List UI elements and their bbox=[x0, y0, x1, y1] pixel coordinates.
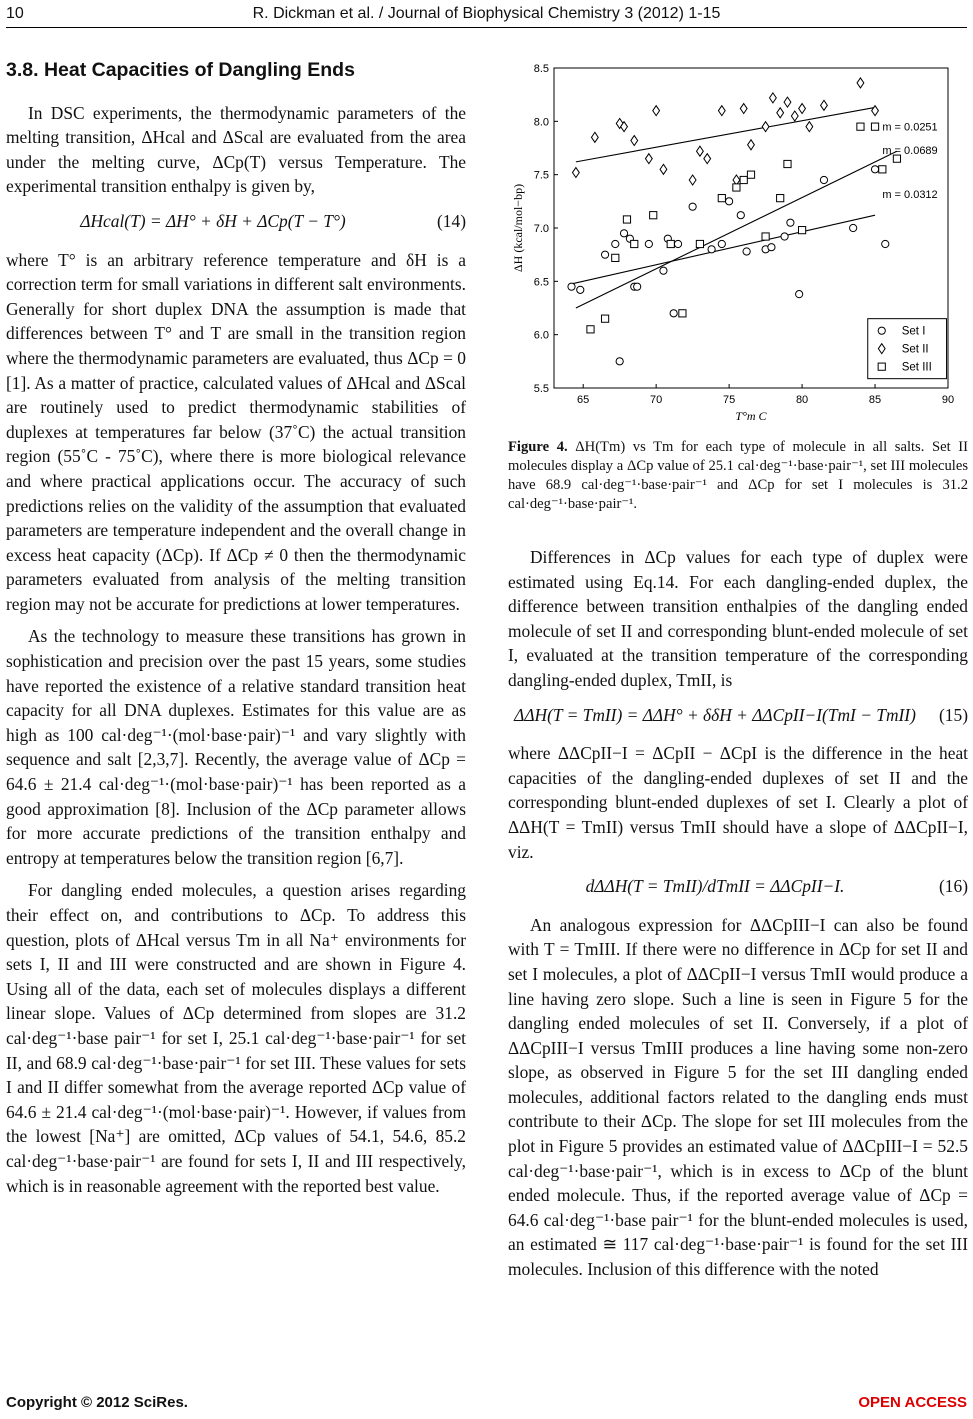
data-point bbox=[820, 176, 827, 183]
data-point bbox=[689, 175, 696, 185]
data-point bbox=[568, 283, 575, 290]
paragraph: where ΔΔCpII−I = ΔCpII − ΔCpI is the difference in the heat capacities of the dangling-ended duplexes of set II and the corresponding blunt-ended duplexes of set I. Clearly a plot of ΔΔH(T = TmII) versus TmII should have a slope of ΔΔCpII−I, viz. bbox=[508, 743, 968, 862]
paragraph: For dangling ended molecules, a question arises regarding their effect on, and contributions to ΔCp. To address this question, plots of ΔHcal versus Tm in all Na⁺ environments for sets I, II and III were constructed and are shown in Figure 4. Using all of the data, each set of molecules displays a different linear slope. Values of ΔCp determined from slopes are 31.2 cal·deg⁻¹·base pair⁻¹ for set I, 25.1 cal·deg⁻¹·base·pair⁻¹ for set II, and 68.9 cal·deg⁻¹·base·pair⁻¹ for set III. These values for sets I and II differ somewhat from the average reported ΔCp value of 64.6 ± 21.4 cal·deg⁻¹·(mol·base·pair)⁻¹. However, if values from the lowest [Na⁺] are omitted, ΔCp values of 54.1, 54.6, 85.2 cal·deg⁻¹·base·pair⁻¹ are found for sets I, II and III respectively, which is in reasonable agreement with the reported best value. bbox=[6, 880, 466, 1196]
equation-14 bbox=[6, 209, 466, 234]
data-point bbox=[612, 240, 619, 247]
y-tick-label: 5.5 bbox=[533, 383, 549, 395]
x-tick-label: 90 bbox=[941, 394, 955, 406]
y-axis-label: ΔH (kcal/mol−bp) bbox=[511, 183, 525, 273]
data-point bbox=[879, 166, 886, 173]
data-point bbox=[587, 326, 594, 333]
data-point bbox=[806, 122, 813, 132]
slope-annotation: m = 0.0312 bbox=[882, 188, 938, 201]
data-point bbox=[667, 240, 674, 247]
copyright: Copyright © 2012 SciRes. bbox=[6, 1394, 188, 1411]
slope-annotation: m = 0.0251 bbox=[882, 121, 938, 134]
data-point bbox=[612, 254, 619, 261]
data-point bbox=[850, 224, 857, 231]
x-axis-label: T°m C bbox=[735, 409, 767, 423]
data-point bbox=[777, 108, 784, 118]
equation-body: dΔΔH(T = TmII)/dTmII = ΔΔCpII−I. bbox=[585, 876, 845, 897]
data-point bbox=[726, 198, 733, 205]
data-point bbox=[747, 171, 754, 178]
data-point bbox=[679, 310, 686, 317]
scatter-chart bbox=[508, 56, 968, 436]
legend-label: Set II bbox=[901, 343, 929, 356]
data-point bbox=[718, 195, 725, 202]
section-title: 3.8. Heat Capacities of Dangling Ends bbox=[6, 59, 355, 81]
data-point bbox=[696, 240, 703, 247]
data-point bbox=[796, 291, 803, 298]
slope-annotation: m = 0.0689 bbox=[882, 145, 938, 158]
data-point bbox=[872, 106, 879, 116]
data-point bbox=[601, 251, 608, 258]
data-point bbox=[634, 283, 641, 290]
equation-number: (16) bbox=[939, 876, 968, 897]
fit-line bbox=[569, 215, 875, 284]
data-point bbox=[737, 212, 744, 219]
data-point bbox=[670, 310, 677, 317]
data-point bbox=[798, 227, 805, 234]
data-point bbox=[857, 78, 864, 88]
caption-label: Figure 4. bbox=[508, 439, 568, 455]
legend-label: Set I bbox=[901, 325, 926, 338]
legend-marker bbox=[878, 363, 885, 370]
data-point bbox=[620, 230, 627, 237]
page-header bbox=[0, 0, 973, 28]
equation-number: (15) bbox=[939, 704, 968, 725]
data-point bbox=[718, 106, 725, 116]
data-point bbox=[645, 240, 652, 247]
data-point bbox=[697, 146, 704, 156]
data-point bbox=[740, 176, 747, 183]
data-point bbox=[740, 104, 747, 114]
fit-line bbox=[576, 107, 875, 161]
equation-15 bbox=[508, 703, 968, 728]
paragraph: Differences in ΔCp values for each type of duplex were estimated using Eq.14. For each dangling-ended duplex, the difference between transition enthalpies of the dangling ended molecule of set II and corresponding blunt-ended molecule of set I, evaluated at the transition temperature of the corresponding dangling-ended duplex, TmII, is bbox=[508, 547, 968, 690]
data-point bbox=[768, 244, 775, 251]
data-point bbox=[762, 233, 769, 240]
data-point bbox=[871, 166, 878, 173]
equation-16 bbox=[508, 874, 968, 899]
open-access-label: OPEN ACCESS bbox=[858, 1394, 967, 1411]
data-point bbox=[718, 240, 725, 247]
y-tick-label: 6.5 bbox=[533, 276, 549, 289]
y-tick-label: 8.0 bbox=[533, 116, 549, 129]
data-point bbox=[591, 132, 598, 142]
data-point bbox=[769, 93, 776, 103]
data-point bbox=[821, 100, 828, 110]
data-point bbox=[674, 240, 681, 247]
data-point bbox=[645, 154, 652, 164]
legend-label: Set III bbox=[901, 361, 932, 374]
paragraph: In DSC experiments, the thermodynamic parameters of the melting transition, ΔHcal and ΔScal are evaluated from the area under the melting curve, ΔCp(T) versus Temperature. The experimental transition enthalpy is given by, bbox=[6, 102, 466, 197]
data-point bbox=[616, 358, 623, 365]
data-point bbox=[882, 240, 889, 247]
legend-marker bbox=[878, 327, 885, 334]
equation-body: ΔHcal(T) = ΔH° + δH + ΔCp(T − T°) bbox=[80, 210, 346, 231]
data-point bbox=[784, 97, 791, 107]
page-number: 10 bbox=[6, 5, 24, 22]
x-tick-label: 70 bbox=[650, 394, 663, 406]
x-tick-label: 65 bbox=[577, 394, 590, 406]
left-column bbox=[6, 50, 466, 1198]
data-point bbox=[762, 122, 769, 132]
data-point bbox=[777, 195, 784, 202]
figure-caption bbox=[508, 438, 968, 514]
data-point bbox=[631, 240, 638, 247]
caption-text: ΔH(Tm) vs Tm for each type of molecule in all salts. Set II molecules display a ΔCp value of 25.1 cal·deg⁻¹·base·pair⁻¹, set III molecules have 68.9 cal·deg⁻¹·base·pair⁻¹ and ΔCp for set I molecules is 31.2 cal·deg⁻¹·base·pair⁻¹. bbox=[508, 439, 968, 512]
y-tick-label: 8.5 bbox=[533, 63, 549, 75]
y-tick-label: 7.5 bbox=[533, 169, 549, 182]
data-point bbox=[781, 233, 788, 240]
data-point bbox=[689, 203, 696, 210]
paragraph: where T° is an arbitrary reference temperature and δH is a correction term for small variations in different salt environments. Generally for short duplex DNA the assumption is made that differences between T° and T are small in the transition region where the thermodynamic parameters are evaluated, thus ΔCp = 0 [1]. As a matter of practice, calculated values of ΔHcal and ΔScal are routinely used to predict thermodynamic stabilities of duplexes at temperatures far below (37˚C) the actual transition region (55˚C - 75˚C), where there is more biological relevance and where practical applications occur. The accuracy of such predictions relies on the validity of the assumption that evaluated parameters are temperature independent and the overall change in excess heat capacity (ΔCp). If ΔCp ≠ 0 then the thermodynamic parameters evaluated from analysis of the melting transition region may not be accurate for predictions at lower temperatures. bbox=[6, 249, 466, 614]
header-rule bbox=[6, 27, 967, 28]
data-point bbox=[623, 216, 630, 223]
paragraph: As the technology to measure these transitions has grown in sophistication and precision over the past 15 years, some studies have reported the existence of a relative standard transition heat capacity for all DNA duplexes. Estimates for this value are as high as 100 cal·deg⁻¹·(mol·base·pair)⁻¹ and vary slightly with sequence and salt [2,3,7]. Recently, the average value of ΔCp = 64.6 ± 21.4 cal·deg⁻¹·(mol·base·pair)⁻¹ has been reported as a good approximation [8]. Inclusion of the ΔCp parameter allows for more accurate predictions of the transition enthalpy and entropy at temperatures below the transition region [6,7]. bbox=[6, 626, 466, 868]
data-point bbox=[653, 106, 660, 116]
y-tick-label: 6.0 bbox=[533, 329, 549, 342]
y-tick-label: 7.0 bbox=[533, 223, 549, 235]
data-point bbox=[857, 123, 864, 130]
data-point bbox=[577, 286, 584, 293]
data-point bbox=[650, 212, 657, 219]
data-point bbox=[871, 123, 878, 130]
paragraph: An analogous expression for ΔΔCpIII−I can also be found with T = TmIII. If there were no difference in ΔCp for set II and set I molecules, a plot of ΔΔCpII−I versus TmII would produce a line having zero slope. Such a line is seen in Figure 5 for the dangling ended molecules of set II. Conversely, if a plot of ΔΔCpIII−I versus TmIII produces a line having some non-zero slope, as observed in Figure 5 for the set III dangling ended molecules, additional factors related to the dangling ends must contribute to their ΔCp. The slope for set III molecules from the plot in Figure 5 provides an estimated value of ΔΔCpIII−I = 52.5 cal·deg⁻¹·base·pair⁻¹, which is in excess to ΔCp of the blunt ended molecule. Thus, if the reported average value of ΔCp = 64.6 cal·deg⁻¹·base pair⁻¹ for the blunt-ended molecules is used, an estimated ≅ 117 cal·deg⁻¹·base·pair⁻¹ is found for the set III molecules. Inclusion of this difference with the noted bbox=[508, 914, 968, 1280]
data-point bbox=[660, 164, 667, 174]
x-tick-label: 75 bbox=[722, 394, 736, 406]
data-point bbox=[704, 154, 711, 164]
data-point bbox=[791, 111, 798, 121]
data-point bbox=[660, 267, 667, 274]
data-point bbox=[733, 184, 740, 191]
data-point bbox=[572, 168, 579, 178]
data-point bbox=[799, 104, 806, 114]
data-point bbox=[784, 160, 791, 167]
data-point bbox=[601, 315, 608, 322]
running-title: R. Dickman et al. / Journal of Biophysical Chemistry 3 (2012) 1-15 bbox=[252, 5, 721, 22]
data-point bbox=[708, 246, 715, 253]
data-point bbox=[787, 219, 794, 226]
data-point bbox=[748, 140, 755, 150]
equation-body: ΔΔH(T = TmII) = ΔΔH° + δδH + ΔΔCpII−I(TmI − TmII) bbox=[514, 704, 916, 725]
equation-number: (14) bbox=[437, 210, 466, 231]
figure-4 bbox=[508, 56, 968, 436]
data-point bbox=[631, 136, 638, 146]
data-point bbox=[743, 248, 750, 255]
x-tick-label: 85 bbox=[868, 394, 882, 406]
x-tick-label: 80 bbox=[795, 394, 809, 406]
right-column bbox=[508, 545, 968, 1282]
